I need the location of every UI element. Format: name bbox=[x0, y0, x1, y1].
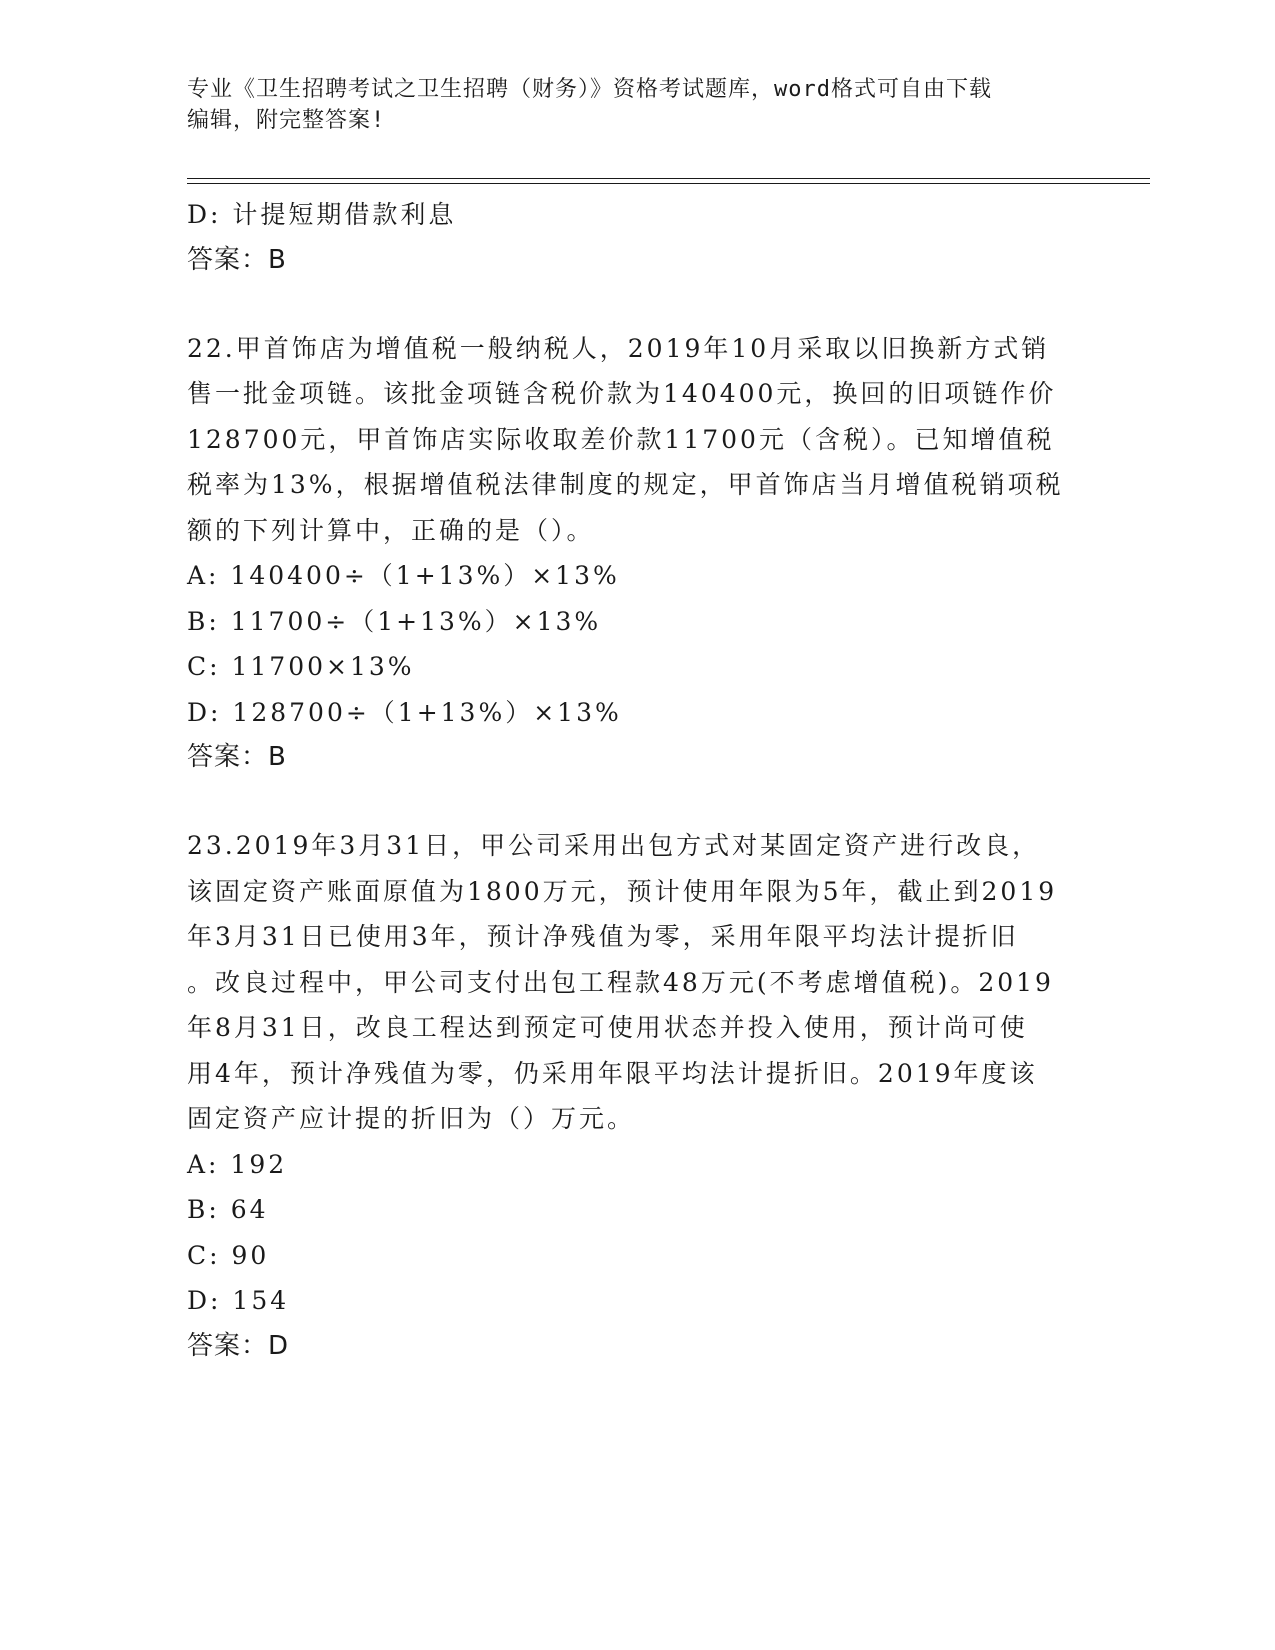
option-a: A: 192 bbox=[187, 1149, 288, 1179]
answer-line: 答案：B bbox=[187, 742, 287, 772]
question-23 bbox=[187, 823, 1087, 1369]
question-text-line: 128700元，甲首饰店实际收取差价款11700元（含税）。已知增值税 bbox=[187, 424, 1055, 454]
option-b: B: 64 bbox=[187, 1195, 269, 1224]
option-c: C: 11700×13% bbox=[187, 652, 415, 681]
document-body bbox=[187, 192, 1087, 1369]
option-d: D: 计提短期借款利息 bbox=[187, 200, 457, 229]
question-22 bbox=[187, 326, 1087, 781]
question-text-line: 23.2019年3月31日，甲公司采用出包方式对某固定资产进行改良， bbox=[187, 831, 1041, 860]
header-divider-bottom bbox=[187, 183, 1150, 184]
header-line-2: 编辑，附完整答案! bbox=[187, 108, 386, 133]
option-b: B: 11700÷（1+13%）×13% bbox=[187, 606, 602, 636]
header-line-1: 专业《卫生招聘考试之卫生招聘（财务）》资格考试题库，word格式可自由下载 bbox=[187, 77, 992, 102]
option-d: D: 154 bbox=[187, 1286, 290, 1315]
question-text-line: 22.甲首饰店为增值税一般纳税人，2019年10月采取以旧换新方式销 bbox=[187, 333, 1050, 363]
previous-question-tail bbox=[187, 192, 1087, 283]
question-text-line: 税率为13%，根据增值税法律制度的规定，甲首饰店当月增值税销项税 bbox=[187, 470, 1064, 499]
header-divider-top bbox=[187, 178, 1150, 179]
question-text-line: 用4年，预计净残值为零，仍采用年限平均法计提折旧。2019年度该 bbox=[187, 1058, 1038, 1088]
option-c: C: 90 bbox=[187, 1240, 270, 1270]
question-text-line: 固定资产应计提的折旧为（）万元。 bbox=[187, 1104, 636, 1133]
question-text-line: 额的下列计算中，正确的是（）。 bbox=[187, 515, 595, 545]
question-text-line: 。改良过程中，甲公司支付出包工程款48万元(不考虑增值税)。2019 bbox=[187, 967, 1054, 997]
question-text-line: 售一批金项链。该批金项链含税价款为140400元，换回的旧项链作价 bbox=[187, 379, 1057, 408]
option-d: D: 128700÷（1+13%）×13% bbox=[187, 697, 622, 727]
question-text-line: 年3月31日已使用3年，预计净残值为零，采用年限平均法计提折旧 bbox=[187, 922, 1019, 951]
document-header bbox=[187, 74, 1087, 136]
answer-line: 答案：B bbox=[187, 244, 287, 275]
question-text-line: 该固定资产账面原值为1800万元，预计使用年限为5年，截止到2019 bbox=[187, 876, 1058, 906]
option-a: A: 140400÷（1+13%）×13% bbox=[187, 561, 620, 590]
answer-line: 答案：D bbox=[187, 1330, 290, 1361]
question-text-line: 年8月31日，改良工程达到预定可使用状态并投入使用，预计尚可使 bbox=[187, 1013, 1028, 1042]
